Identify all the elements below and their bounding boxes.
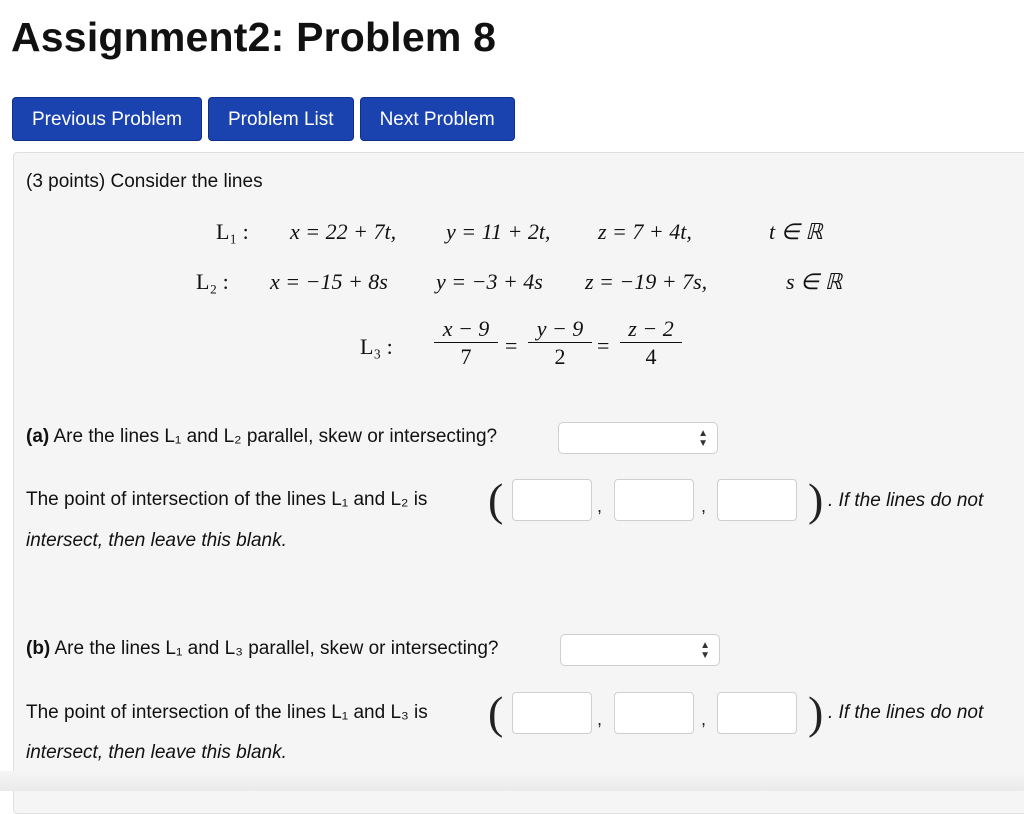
fraction-z-denominator: 4	[645, 344, 657, 369]
close-paren: )	[808, 687, 824, 738]
next-problem-button[interactable]: Next Problem	[360, 97, 515, 141]
part-a-y-input[interactable]	[614, 479, 694, 521]
line-l1-x: x = 22 + 7t,	[290, 219, 397, 244]
problem-navigation	[12, 97, 515, 141]
part-b-label: (b)	[26, 638, 51, 659]
line-l2-y: y = −3 + 4s	[436, 269, 543, 294]
part-b-point-text: The point of intersection of the lines L₁ and L₃ is	[26, 702, 428, 723]
equals-sign-1: =	[505, 333, 518, 358]
line-l2-x: x = −15 + 8s	[270, 269, 388, 294]
line-l2-param: s ∈ ℝ	[786, 269, 843, 294]
part-b-x-input[interactable]	[512, 692, 592, 734]
comma: ,	[597, 496, 603, 516]
line-l3-fraction-y	[528, 316, 592, 371]
part-b-note: . If the lines do not	[828, 702, 984, 723]
problem-list-button[interactable]: Problem List	[208, 97, 354, 141]
previous-problem-button[interactable]: Previous Problem	[12, 97, 202, 141]
part-b-answer-select[interactable]	[560, 634, 720, 666]
part-a-answer-select[interactable]	[558, 422, 718, 454]
part-a-question-text: Are the lines L₁ and L₂ parallel, skew or intersecting?	[53, 426, 498, 447]
part-a-point-text: The point of intersection of the lines L₁ and L₂ is	[26, 489, 428, 510]
bottom-shadow	[0, 771, 1024, 791]
part-b-y-input[interactable]	[614, 692, 694, 734]
fraction-x-denominator: 7	[460, 344, 472, 369]
line-l1-y: y = 11 + 2t,	[446, 219, 551, 244]
page-title: Assignment2: Problem 8	[11, 14, 497, 60]
select-updown-icon: ▲ ▼	[700, 640, 710, 661]
comma: ,	[597, 709, 603, 729]
fraction-x-numerator: x − 9	[434, 316, 498, 343]
line-l2-label: L₂ :	[196, 269, 229, 294]
open-paren: (	[488, 687, 504, 738]
line-l1-label: L₁ :	[216, 219, 249, 244]
comma: ,	[701, 496, 707, 516]
fraction-y-denominator: 2	[554, 344, 566, 369]
line-l1-param: t ∈ ℝ	[769, 219, 823, 244]
line-l3-fraction-z	[620, 316, 682, 371]
close-paren: )	[808, 474, 824, 525]
part-b-note-continued: intersect, then leave this blank.	[26, 742, 287, 763]
line-l3-fraction-x	[434, 316, 498, 371]
fraction-y-numerator: y − 9	[528, 316, 592, 343]
part-b-question-text: Are the lines L₁ and L₃ parallel, skew or intersecting?	[54, 638, 499, 659]
equals-sign-2: =	[597, 333, 610, 358]
part-a-x-input[interactable]	[512, 479, 592, 521]
open-paren: (	[488, 474, 504, 525]
part-b-z-input[interactable]	[717, 692, 797, 734]
part-a-note-continued: intersect, then leave this blank.	[26, 530, 287, 551]
select-updown-icon: ▲ ▼	[698, 428, 708, 449]
part-a-note: . If the lines do not	[828, 490, 984, 511]
part-a-z-input[interactable]	[717, 479, 797, 521]
line-l2-z: z = −19 + 7s,	[585, 269, 708, 294]
part-a-label: (a)	[26, 426, 50, 447]
comma: ,	[701, 709, 707, 729]
part-a-question	[26, 426, 497, 448]
problem-intro: (3 points) Consider the lines	[26, 171, 263, 192]
fraction-z-numerator: z − 2	[620, 316, 682, 343]
line-l3-label: L₃ :	[360, 334, 393, 359]
part-b-question	[26, 638, 499, 660]
line-l1-z: z = 7 + 4t,	[598, 219, 692, 244]
